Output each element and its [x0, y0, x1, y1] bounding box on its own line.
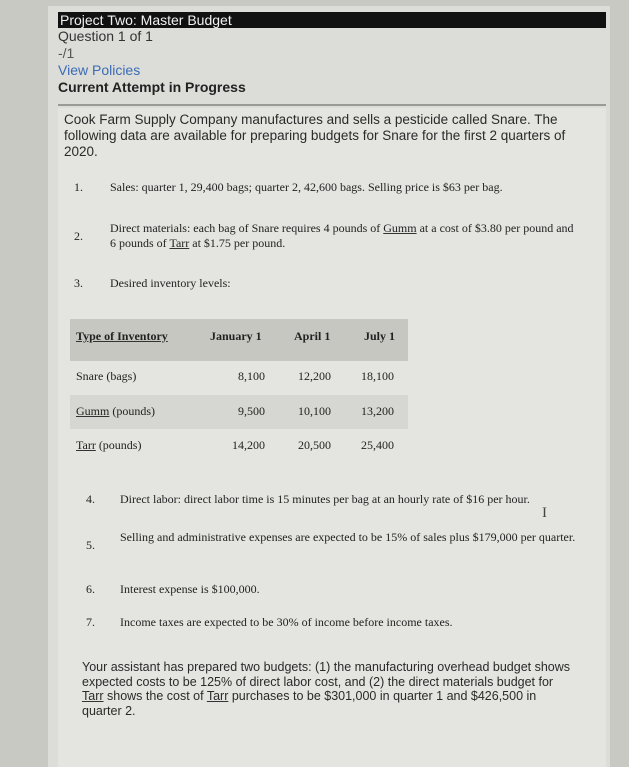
cell-july: 13,200: [361, 404, 394, 418]
item-number: 5.: [86, 538, 95, 552]
question-number: Question 1 of 1: [58, 28, 153, 44]
item-number: 1.: [74, 180, 83, 194]
score: -/1: [58, 45, 75, 61]
column-header: Type of Inventory: [76, 329, 168, 343]
item-text: Desired inventory levels:: [110, 276, 231, 290]
table-row: [70, 395, 408, 429]
tarr-term: Tarr: [82, 689, 104, 703]
item-text: Direct labor: direct labor time is 15 minutes per bag at an hourly rate of $16 per hour.: [120, 492, 530, 506]
item-text: Direct materials: each bag of Snare requires 4 pounds of Gumm at a cost of $3.80 per pound and 6 pounds of Tarr at $1.75 per pound.: [110, 221, 574, 250]
item-number: 2.: [74, 229, 83, 243]
cell-april: 20,500: [298, 438, 331, 452]
cell-january: 9,500: [238, 404, 265, 418]
tarr-term: Tarr: [169, 236, 190, 250]
item-number: 7.: [86, 615, 95, 629]
table-header: [70, 319, 408, 361]
cell-april: 10,100: [298, 404, 331, 418]
problem-outro: Your assistant has prepared two budgets: (1) the manufacturing overhead budget shows expected costs to be 125% of direct labor cost, and (2) the direct materials budget for Tarr shows the cost of Tarr purchases to be $301,000 in quarter 1 and $426,500 in quarter 2.: [82, 660, 571, 718]
cell-january: 8,100: [238, 369, 265, 383]
gumm-term: Gumm: [383, 221, 417, 235]
problem-intro: Cook Farm Supply Company manufactures and sells a pesticide called Snare. The following data are available for preparing budgets for Snare for the first 2 quarters of 2020.: [64, 112, 566, 159]
cell-july: 25,400: [361, 438, 394, 452]
view-policies-link[interactable]: View Policies: [58, 62, 141, 78]
cell-april: 12,200: [298, 369, 331, 383]
table-row: [70, 361, 408, 395]
item-text: Sales: quarter 1, 29,400 bags; quarter 2, 42,600 bags. Selling price is $63 per bag.: [110, 180, 503, 194]
row-label: Snare (bags): [76, 369, 137, 383]
column-header: July 1: [364, 329, 396, 343]
assignment-title-bar: [58, 12, 606, 28]
assignment-title: Project Two: Master Budget: [60, 12, 232, 28]
item-text: Interest expense is $100,000.: [120, 582, 260, 596]
attempt-status: Current Attempt in Progress: [58, 79, 246, 95]
cell-january: 14,200: [232, 438, 265, 452]
item-text: Income taxes are expected to be 30% of income before income taxes.: [120, 615, 453, 629]
item-number: 6.: [86, 582, 95, 596]
column-header: April 1: [294, 329, 331, 343]
inventory-table: [70, 319, 408, 459]
row-label: Gumm (pounds): [76, 404, 156, 418]
tarr-term: Tarr: [206, 689, 229, 703]
item-text: Selling and administrative expenses are expected to be 15% of sales plus $179,000 per quarter.: [120, 530, 576, 544]
text-cursor-icon: I: [542, 505, 547, 521]
column-header: January 1: [210, 329, 262, 343]
divider: [58, 104, 606, 106]
row-label: Tarr (pounds): [76, 438, 142, 452]
item-number: 4.: [86, 492, 95, 506]
cell-july: 18,100: [361, 369, 394, 383]
table-row: [70, 429, 408, 463]
item-number: 3.: [74, 276, 83, 290]
